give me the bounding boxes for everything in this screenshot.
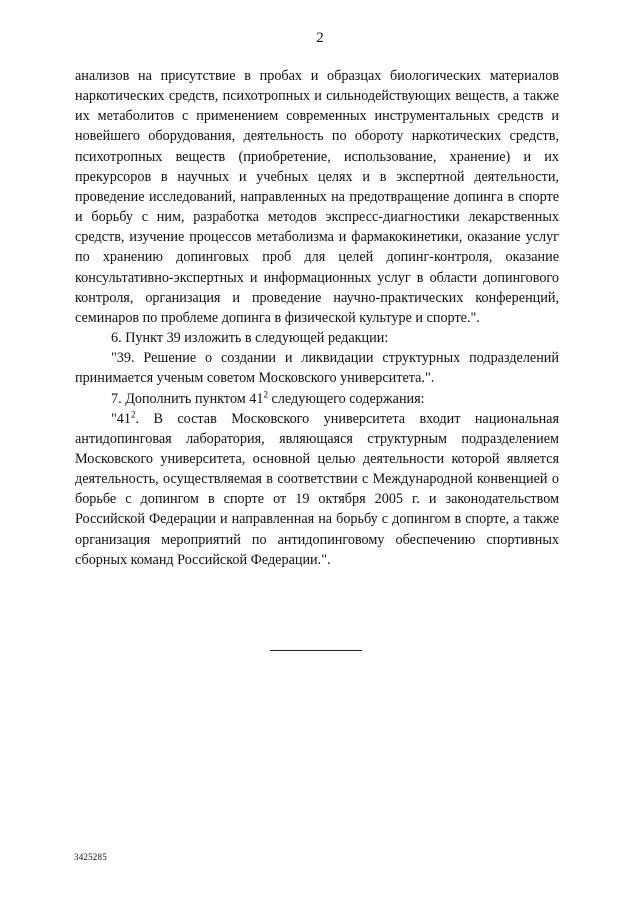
clause-41-superscript: 2 xyxy=(130,408,136,419)
end-separator-line xyxy=(270,650,362,651)
paragraph-item-6: 6. Пункт 39 изложить в следующей редакции: xyxy=(111,330,389,347)
paragraph-item-7 xyxy=(75,389,559,409)
clause-41-text: . В состав Московского университета входит национальная антидопинговая лаборатория, являющаяся структурным подразделением Московского университета, основной целью деятельности которой является деятельность, осуществляемая в соответствии с Международной конвенцией о борьбе с допингом в спорте от 19 октября 2005 г. и законодательством Российской Федерации и направленная на борьбу с допингом в спорте, а также организация мероприятий по антидопинговому обеспечению спортивных сборных команд Российской Федерации.". xyxy=(75,410,559,568)
document-body xyxy=(75,66,559,570)
item-7-prefix: 7. Дополнить пунктом 41 xyxy=(111,390,264,407)
paragraph-clause-41-2 xyxy=(75,409,559,570)
paragraph-activities-continuation: анализов на присутствие в пробах и образцах биологических материалов наркотических средств, психотропных и сильнодействующих веществ, а также их метаболитов с применением современных инструментальных средств и новейшего оборудования, деятельность по обороту наркотических средств, психотропных веществ (приобретение, использование, хранение) и их прекурсоров в научных и учебных целях и в экспертной деятельности, проведение исследований, направленных на предотвращение допинга в спорте и борьбу с ним, разработка методов экспресс-диагностики лекарственных средств, изучение процессов метаболизма и фармакокинетики, оказание услуг по хранению допинговых проб для целей допинг-контроля, оказание консультативно-экспертных и информационных услуг в области допингового контроля, организация и проведение научно-практических конференций, семинаров по проблеме допинга в физической культуре и спорте.". xyxy=(75,68,559,326)
document-code: 3425285 xyxy=(74,852,107,862)
item-7-superscript: 2 xyxy=(263,388,268,399)
clause-41-prefix: "41 xyxy=(111,410,131,427)
paragraph-clause-39: "39. Решение о создании и ликвидации структурных подразделений принимается ученым советом Московского университета.". xyxy=(75,350,559,387)
page-number: 2 xyxy=(316,30,324,46)
item-7-suffix: следующего содержания: xyxy=(267,390,425,407)
